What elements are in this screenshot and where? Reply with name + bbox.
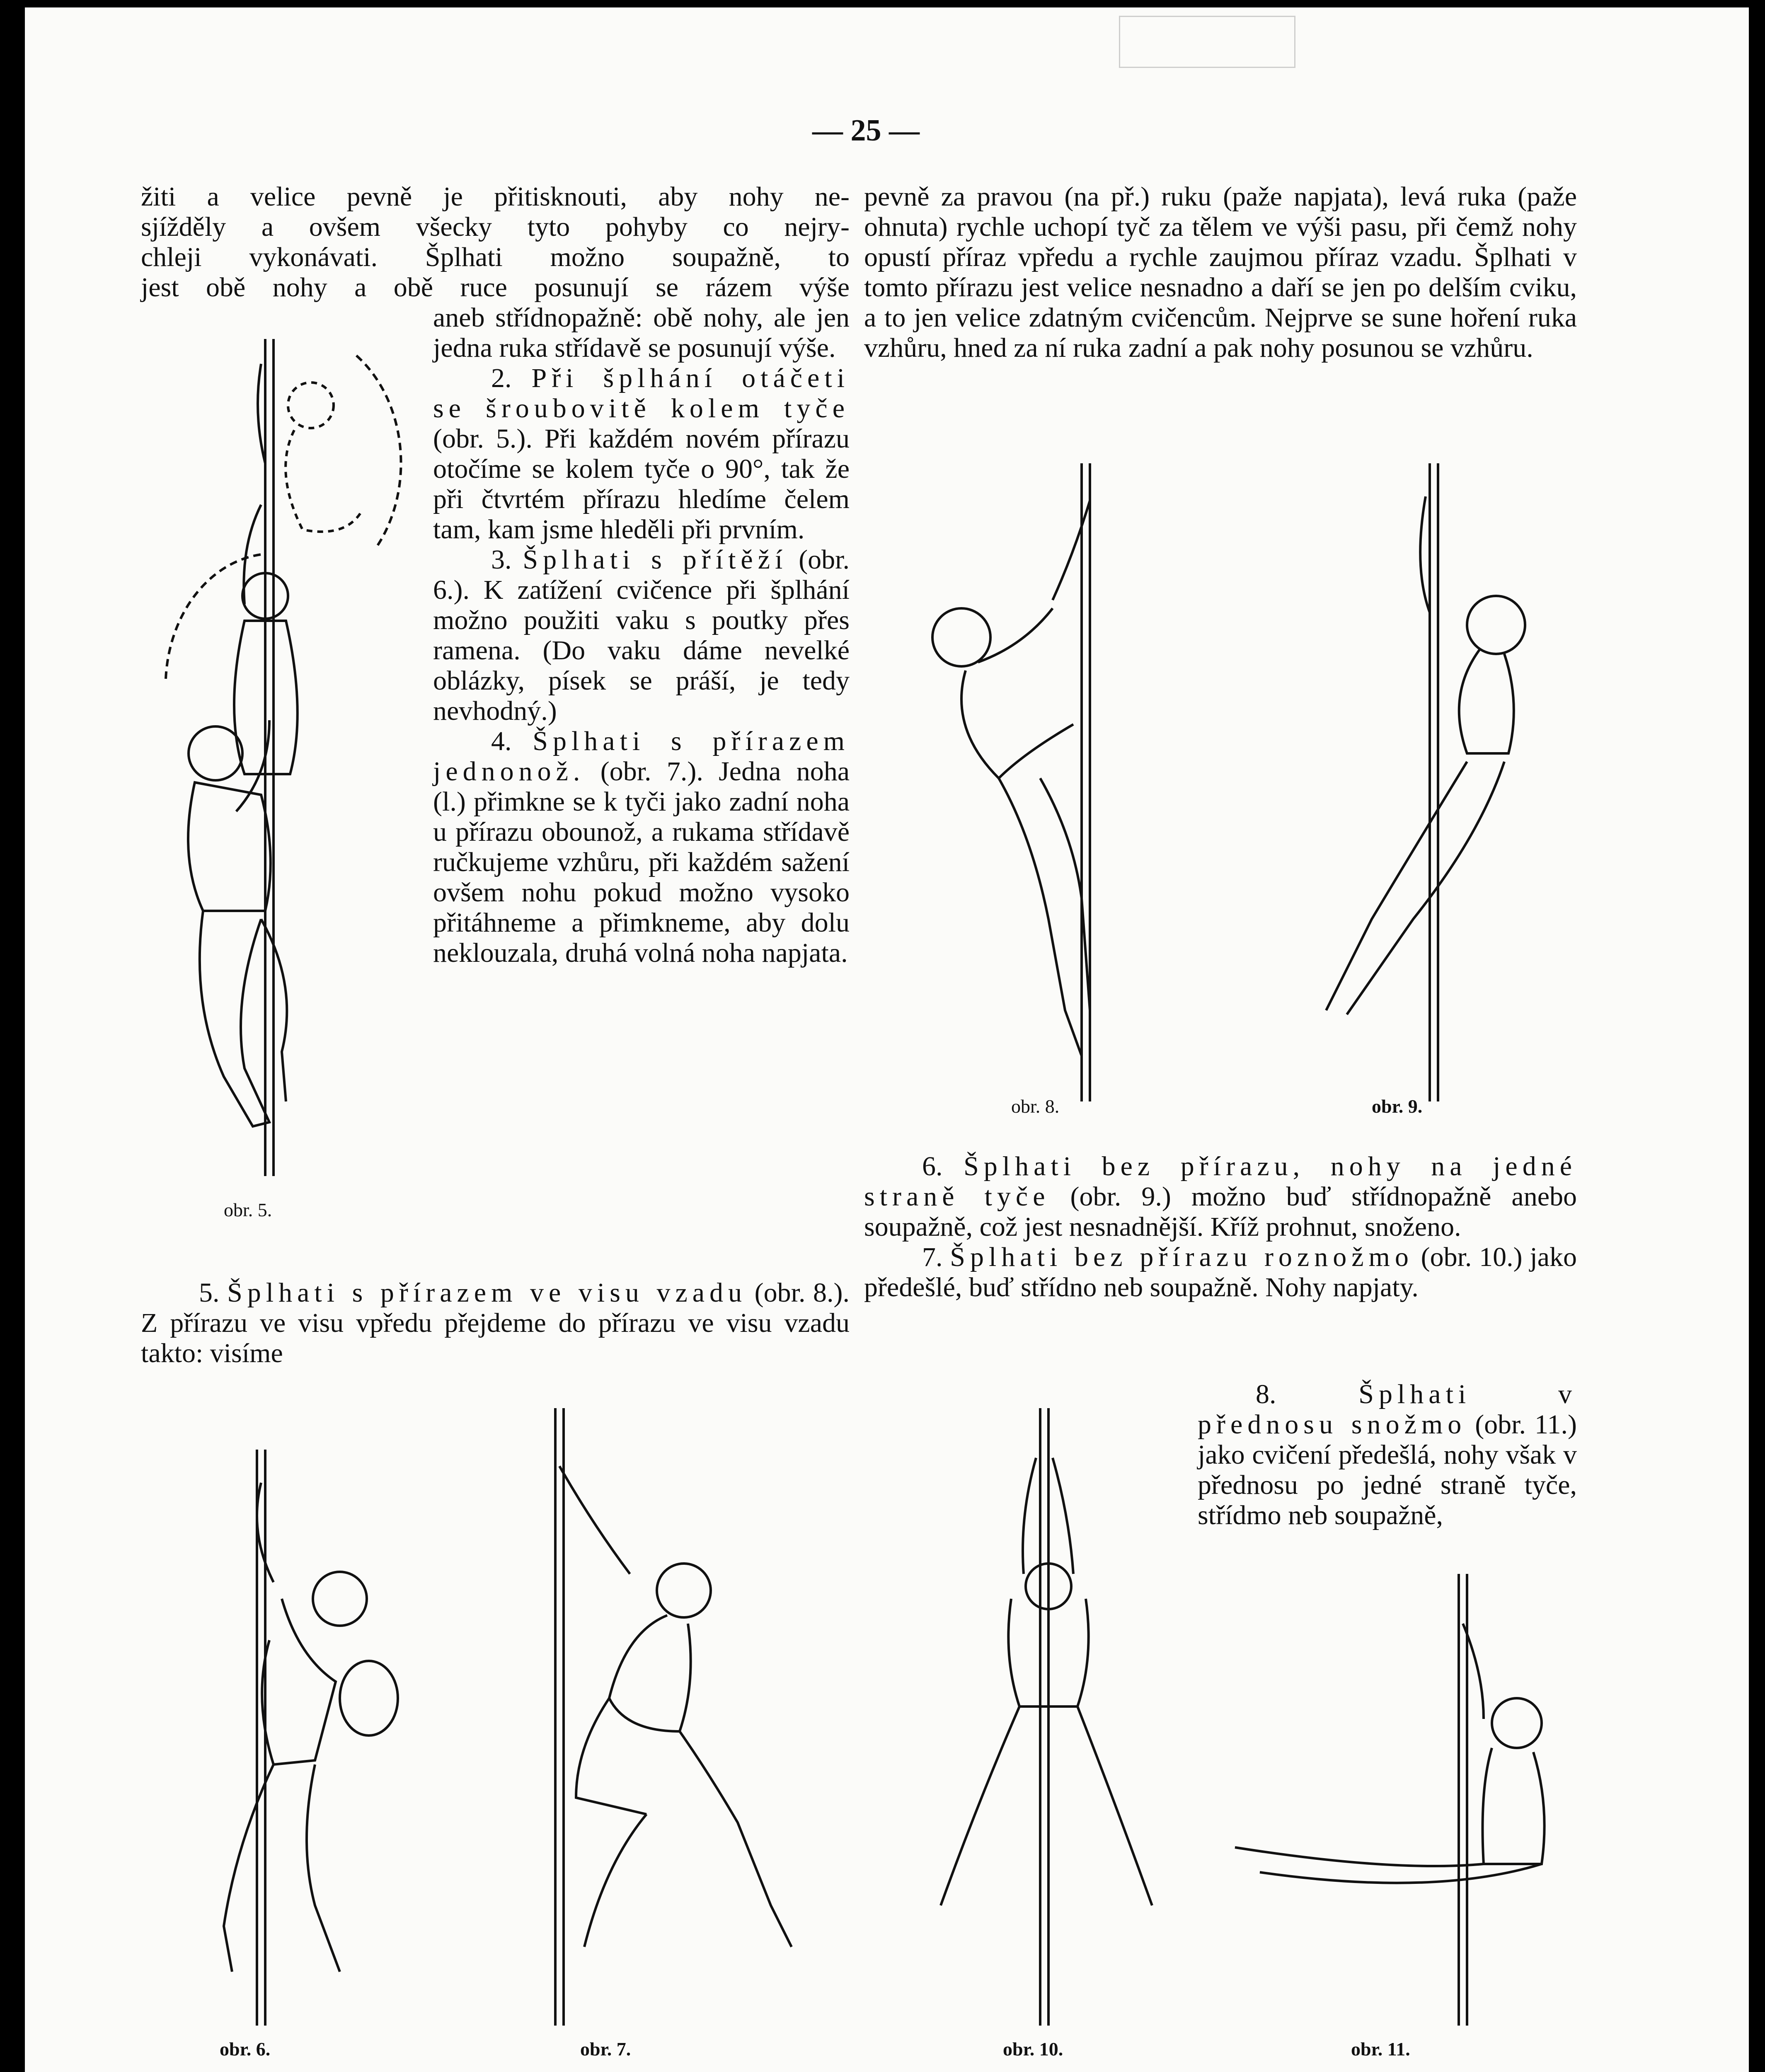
caption-obr-7: obr. 7. (580, 2038, 631, 2060)
scanned-page-sheet (25, 7, 1749, 2072)
figure-obr-7 (501, 1408, 800, 2026)
caption-obr-6: obr. 6. (220, 2038, 271, 2060)
items-6-7-text: 6. Šplhati bez přírazu, nohy na jedné straně tyče (obr. 9.) možno buď střídnopažně anebo soupažně, což jest nesnadnější. Kříž prohnut, snoženo. 7. Šplhati bez přírazu roznožmo (obr. 10.) jako předešlé, buď střídno neb soupažně. Nohy napjaty. (864, 1151, 1577, 1302)
library-stamp (1119, 16, 1295, 68)
caption-obr-9: obr. 9. (1372, 1096, 1423, 1117)
caption-obr-11: obr. 11. (1351, 2038, 1410, 2060)
figure-obr-8 (916, 463, 1173, 1101)
item-8-text: 8. Šplhati v přednosu snožmo (obr. 11.) jako cvičení předešlá, nohy však v přednosu po jedné straně tyče, střídmo neb soupažně, (1198, 1379, 1577, 1530)
figure-obr-6 (191, 1450, 439, 2026)
item-5-text: 5. Šplhati s přírazem ve visu vzadu (obr. 8.). Z přírazu ve visu vpředu přejdeme do přírazu ve visu vzadu takto: visíme (141, 1278, 850, 1368)
figure-obr-5 (128, 339, 419, 1184)
caption-obr-5: obr. 5. (224, 1199, 272, 1220)
intro-text: žiti a velice pevně je přitisknouti, aby nohy ne- sjížděly a ovšem všecky tyto pohyby co nejry- chleji vykonávati. Šplhati možno soupažně, to jest obě nohy a obě ruce posunují se rázem výše (141, 182, 850, 303)
right-column-text: pevně za pravou (na př.) ruku (paže napjata), levá ruka (paže ohnuta) rychle uchopí tyč za tělem ve výši pasu, při čemž nohy opustí příraz vpředu a rychle zaujmou příraz vzadu. Šplhati v tomto přírazu jest velice nesnadno a daří se jen po delším cviku, a to jen velice zdatným cvičencům. Nejprve se sune hoření ruka vzhůru, hned za ní ruka zadní a pak nohy posunou se vzhůru. (864, 182, 1577, 363)
caption-obr-8: obr. 8. (1011, 1096, 1060, 1117)
page-number: — 25 — (812, 114, 920, 148)
caption-obr-10: obr. 10. (1003, 2038, 1063, 2060)
figure-obr-10 (916, 1408, 1173, 2026)
figure-obr-11 (1227, 1574, 1566, 2026)
figure-obr-9 (1289, 463, 1554, 1101)
left-narrow-column: aneb střídnopažně: obě nohy, ale jen jedna ruka střídavě se posunují výše. 2. Při šplhání otáčeti se šroubovitě kolem tyče (obr. 5.). Při každém novém přírazu otočíme se kolem tyče o 90°, tak že při čtvrtém přírazu hledíme čelem tam, kam jsme hleděli při prvním. 3. Šplhati s přítěží (obr. 6.). K zatížení cvičence při šplhání možno použiti vaku s poutky přes ramena. (Do vaku dáme nevelké oblázky, písek se práší, je tedy nevhodný.) 4. Šplhati s přírazem jednonož. (obr. 7.). Jedna noha (l.) přimkne se k tyči jako zadní noha u přírazu obounož, a rukama střídavě ručkujeme vzhůru, při každém sažení ovšem nohu pokud možno vysoko přitáhneme a přimkneme, aby dolu neklouzala, druhá volná noha napjata. (433, 303, 850, 968)
